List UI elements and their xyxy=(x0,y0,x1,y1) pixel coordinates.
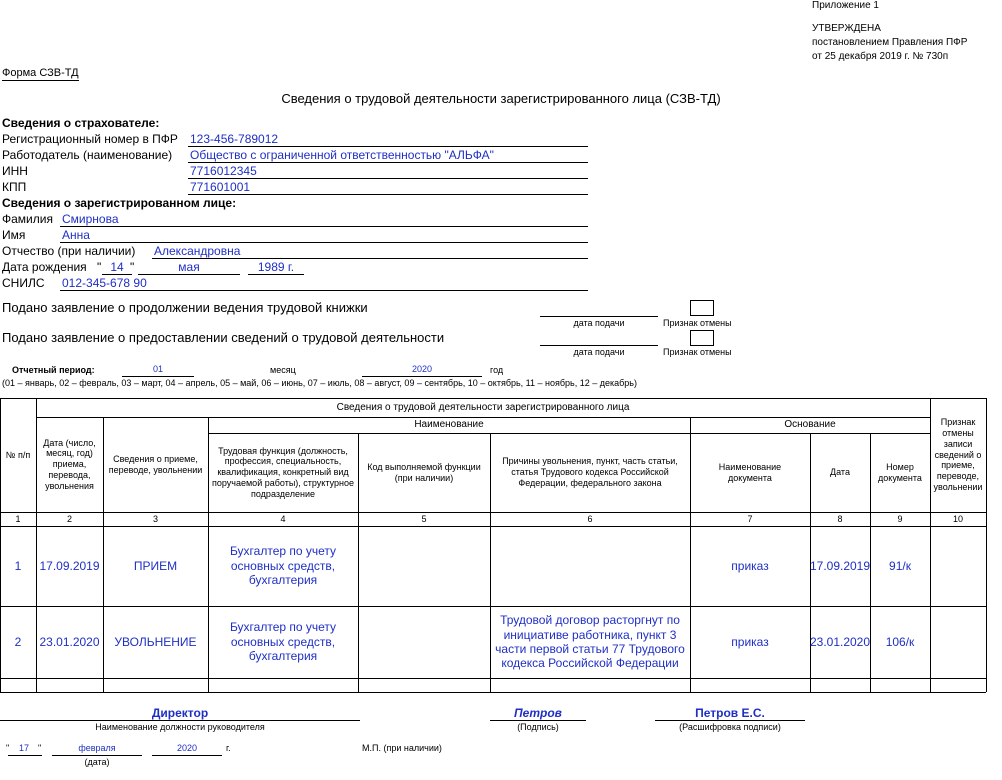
manager-position-label: Наименование должности руководителя xyxy=(95,722,265,732)
inn-underline xyxy=(188,178,588,179)
stamp-label: М.П. (при наличии) xyxy=(362,743,442,753)
row-code xyxy=(358,606,490,678)
surname-label: Фамилия xyxy=(2,212,53,226)
period-label: Отчетный период: xyxy=(12,365,95,375)
row-code xyxy=(358,526,490,606)
col-header-doc-name: Наименование документа xyxy=(718,461,782,483)
patronymic-underline xyxy=(152,258,588,259)
col-header-num: № п/п xyxy=(5,449,31,460)
sign-date-quote-close: " xyxy=(38,743,42,753)
dob-day-underline xyxy=(102,274,132,275)
period-month-underline xyxy=(122,376,194,377)
manager-position-value: Директор xyxy=(151,706,209,720)
row-doc-date: 23.01.2020 xyxy=(810,634,870,649)
name-underline xyxy=(60,242,588,243)
row-num: 2 xyxy=(14,634,22,649)
sign-date-year-suffix: г. xyxy=(226,743,231,753)
period-month-label: месяц xyxy=(270,365,296,375)
patronymic-label: Отчество (при наличии) xyxy=(2,244,136,258)
dob-day: 14 xyxy=(110,260,124,274)
statement2-date-label: дата подачи xyxy=(573,347,625,357)
col-number: 8 xyxy=(837,513,843,524)
dob-label: Дата рождения xyxy=(2,260,87,274)
approved-line3: от 25 декабря 2019 г. № 730п xyxy=(812,51,949,62)
name-value: Анна xyxy=(62,228,90,242)
approved-line2: постановлением Правления ПФР xyxy=(812,37,968,48)
col-number: 6 xyxy=(587,513,593,524)
period-year-label: год xyxy=(490,365,504,375)
col-number: 7 xyxy=(747,513,753,524)
snils-underline xyxy=(60,290,588,291)
signature-decode-underline xyxy=(655,720,805,721)
dob-quote-close: " xyxy=(130,260,135,274)
signature-value: Петров xyxy=(514,706,562,720)
person-section-title: Сведения о зарегистрированном лице: xyxy=(2,196,237,210)
col-header-event: Сведения о приеме, переводе, увольнении xyxy=(108,453,203,475)
signature-decode-value: Петров Е.С. xyxy=(695,706,765,720)
col-number: 10 xyxy=(952,513,963,524)
employer-underline xyxy=(188,162,588,163)
snils-label: СНИЛС xyxy=(2,276,45,290)
col-header-doc-date: Дата xyxy=(830,467,850,478)
kpp-underline xyxy=(188,194,588,195)
sign-date-quote-open: " xyxy=(6,743,10,753)
surname-value: Смирнова xyxy=(62,212,119,226)
signature-underline xyxy=(490,720,586,721)
statement2-cancel-box[interactable] xyxy=(690,330,714,346)
table-basis-header: Основание xyxy=(784,419,836,430)
period-month-value: 01 xyxy=(152,364,163,374)
statement2-date-line xyxy=(540,345,658,346)
row-doc-name: приказ xyxy=(731,558,769,573)
col-header-reason: Причины увольнения, пункт, часть статьи, статья Трудового кодекса Российской Федерации, федерального закона xyxy=(502,456,678,488)
dob-month-underline xyxy=(138,274,240,275)
reg-number-label: Регистрационный номер в ПФР xyxy=(2,132,178,146)
col-header-function: Трудовая функция (должность, профессия, специальность, квалификация, конкретный вид поручаемой работы), структурное подразделение xyxy=(212,445,354,499)
row-function: Бухгалтер по учету основных средств, бухгалтерия xyxy=(229,544,337,588)
row-doc-num: 106/к xyxy=(885,634,915,649)
row-event: ПРИЕМ xyxy=(133,558,178,573)
employer-label: Работодатель (наименование) xyxy=(2,148,173,162)
col-number: 4 xyxy=(280,513,286,524)
dob-year-underline xyxy=(248,274,304,275)
col-header-doc-num: Номер документа xyxy=(878,461,922,483)
period-year-underline xyxy=(362,376,482,377)
form-name: Форма СЗВ-ТД xyxy=(2,67,79,79)
signature-decode-label: (Расшифровка подписи) xyxy=(679,722,781,732)
dob-month: мая xyxy=(178,260,200,274)
sign-date-day-underline xyxy=(8,755,42,756)
page-title: Сведения о трудовой деятельности зарегистрированного лица (СЗВ-ТД) xyxy=(281,91,721,106)
col-number: 2 xyxy=(66,513,72,524)
statement1-date-label: дата подачи xyxy=(573,318,625,328)
sign-date-label: (дата) xyxy=(84,757,110,767)
sign-date-year: 2020 xyxy=(176,743,198,753)
statement-continue-book: Подано заявление о продолжении ведения трудовой книжки xyxy=(2,300,368,315)
dob-quote-open: " xyxy=(97,260,102,274)
col-header-code: Код выполняемой функции (при наличии) xyxy=(367,461,481,483)
patronymic-value: Александровна xyxy=(154,244,241,258)
statement-provide-info: Подано заявление о предоставлении сведений о трудовой деятельности xyxy=(2,330,445,345)
statement1-cancel-box[interactable] xyxy=(690,300,714,316)
inn-label: ИНН xyxy=(2,164,28,178)
row-function: Бухгалтер по учету основных средств, бухгалтерия xyxy=(229,620,337,664)
sign-date-month-underline xyxy=(52,755,142,756)
row-doc-name: приказ xyxy=(731,634,769,649)
col-number: 1 xyxy=(15,513,21,524)
col-header-date: Дата (число, месяц, год) приема, перевода, увольнения xyxy=(43,437,96,491)
row-reason xyxy=(490,526,690,606)
snils-value: 012-345-678 90 xyxy=(62,276,147,290)
row-num: 1 xyxy=(14,558,22,573)
reg-number-underline xyxy=(188,146,588,147)
row-cancel xyxy=(930,606,986,678)
row-event: УВОЛЬНЕНИЕ xyxy=(114,634,197,649)
col-number: 3 xyxy=(152,513,158,524)
row-doc-num: 91/к xyxy=(889,558,911,573)
name-label: Имя xyxy=(2,228,26,242)
sign-date-month: февраля xyxy=(78,743,116,753)
col-number: 9 xyxy=(897,513,903,524)
statement1-cancel-label: Признак отмены xyxy=(663,318,732,328)
col-header-cancel: Признак отмены записи сведений о приеме, переводе, увольнении xyxy=(933,417,983,492)
row-doc-date: 17.09.2019 xyxy=(810,558,870,573)
signature-label: (Подпись) xyxy=(517,722,559,732)
inn-value: 7716012345 xyxy=(190,164,257,178)
appendix-label: Приложение 1 xyxy=(812,0,879,11)
sign-date-year-underline xyxy=(152,755,222,756)
reg-number-value: 123-456-789012 xyxy=(190,132,279,146)
table-group-header: Сведения о трудовой деятельности зарегистрированного лица xyxy=(336,401,630,413)
table-name-header: Наименование xyxy=(414,419,484,430)
sign-date-day: 17 xyxy=(18,743,29,753)
statement2-cancel-label: Признак отмены xyxy=(663,347,732,357)
period-year-value: 2020 xyxy=(411,364,433,374)
statement1-date-line xyxy=(540,316,658,317)
insurer-section-title: Сведения о страхователе: xyxy=(2,116,160,130)
manager-position-underline xyxy=(0,720,360,721)
col-number: 5 xyxy=(421,513,427,524)
row-reason: Трудовой договор расторгнут по инициативе работника, пункт 3 части первой статьи 77 Трудового кодекса Российской Федерации xyxy=(495,613,685,671)
approved-label: УТВЕРЖДЕНА xyxy=(812,23,881,34)
employer-value: Общество с ограниченной ответственностью "АЛЬФА" xyxy=(190,148,494,162)
period-legend: (01 – январь, 02 – февраль, 03 – март, 04 – апрель, 05 – май, 06 – июнь, 07 – июль, 08 – август, 09 – сентябрь, 10 – октябрь, 11 – ноябрь, 12 – декабрь) xyxy=(2,378,637,388)
row-date: 17.09.2019 xyxy=(39,558,100,573)
row-date: 23.01.2020 xyxy=(39,634,100,649)
kpp-label: КПП xyxy=(2,180,27,194)
kpp-value: 771601001 xyxy=(190,180,251,194)
row-cancel xyxy=(930,526,986,606)
dob-year: 1989 г. xyxy=(257,260,295,274)
surname-underline xyxy=(60,226,588,227)
